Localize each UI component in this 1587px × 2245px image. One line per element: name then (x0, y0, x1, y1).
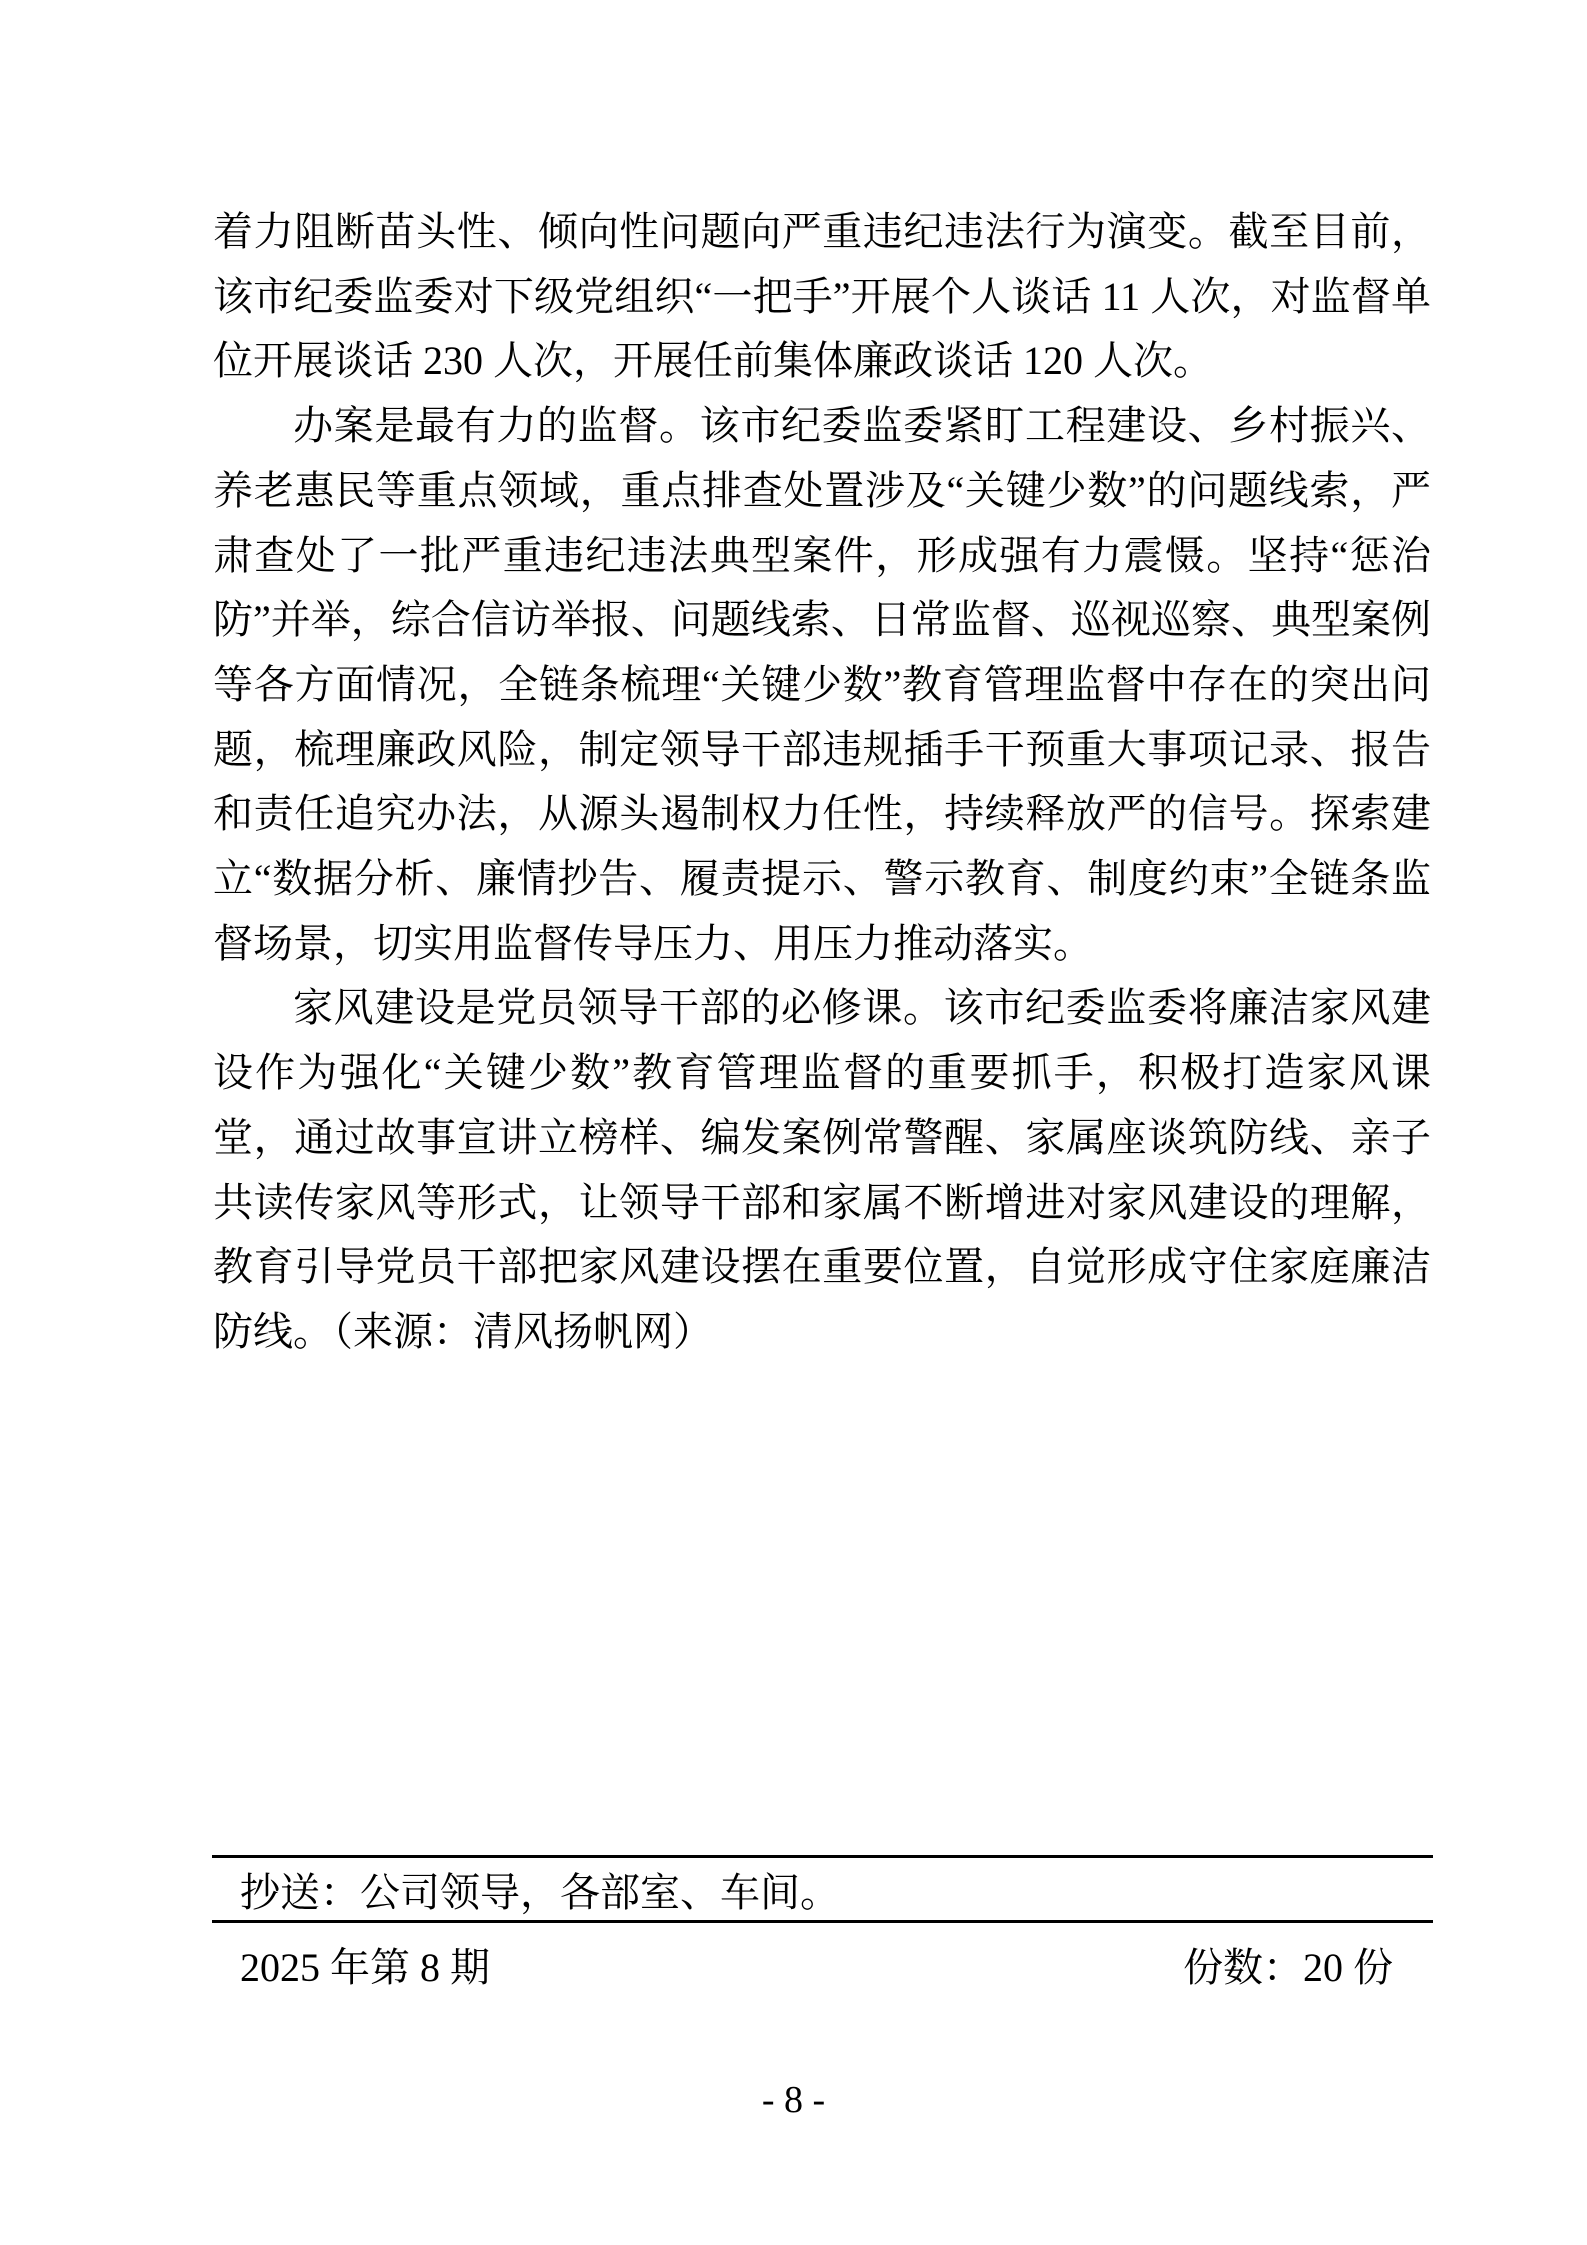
cc-row (212, 1858, 1433, 1920)
document-body (213, 200, 1431, 1365)
issue-number: 2025 年第 8 期 (240, 1945, 490, 1990)
copies-count: 份数：20 份 (1183, 1945, 1393, 1990)
body-paragraph-case-handling: 办案是最有力的监督。该市纪委监委紧盯工程建设、乡村振兴、养老惠民等重点领域，重点排查处置涉及“关键少数”的问题线索，严肃查处了一批严重违纪违法典型案件，形成强有力震慑。坚持“惩治防”并举，综合信访举报、问题线索、日常监督、巡视巡察、典型案例等各方面情况，全链条梳理“关键少数”教育管理监督中存在的突出问题，梳理廉政风险，制定领导干部违规插手干预重大事项记录、报告和责任追究办法，从源头遏制权力任性，持续释放严的信号。探索建立“数据分析、廉情抄告、履责提示、警示教育、制度约束”全链条监督场景，切实用监督传导压力、用压力推动落实。 (213, 403, 1431, 966)
document-footer (212, 1855, 1433, 1993)
body-paragraph-continuation: 着力阻断苗头性、倾向性问题向严重违纪违法行为演变。截至目前，该市纪委监委对下级党组织“一把手”开展个人谈话 11 人次，对监督单位开展谈话 230 人次，开展任前集体廉政谈话 120 人次。 (213, 209, 1431, 384)
page-number: - 8 - (761, 2079, 826, 2121)
cc-line: 抄送：公司领导，各部室、车间。 (240, 1869, 840, 1915)
body-paragraph-family-style: 家风建设是党员领导干部的必修课。该市纪委监委将廉洁家风建设作为强化“关键少数”教育管理监督的重要抓手，积极打造家风课堂，通过故事宣讲立榜样、编发案例常警醒、家属座谈筑防线、亲子共读传家风等形式，让领导干部和家属不断增进对家风建设的理解，教育引导党员干部把家风建设摆在重要位置，自觉形成守住家庭廉洁防线。（来源：清风扬帆网） (213, 985, 1431, 1354)
issue-row (212, 1923, 1433, 1993)
